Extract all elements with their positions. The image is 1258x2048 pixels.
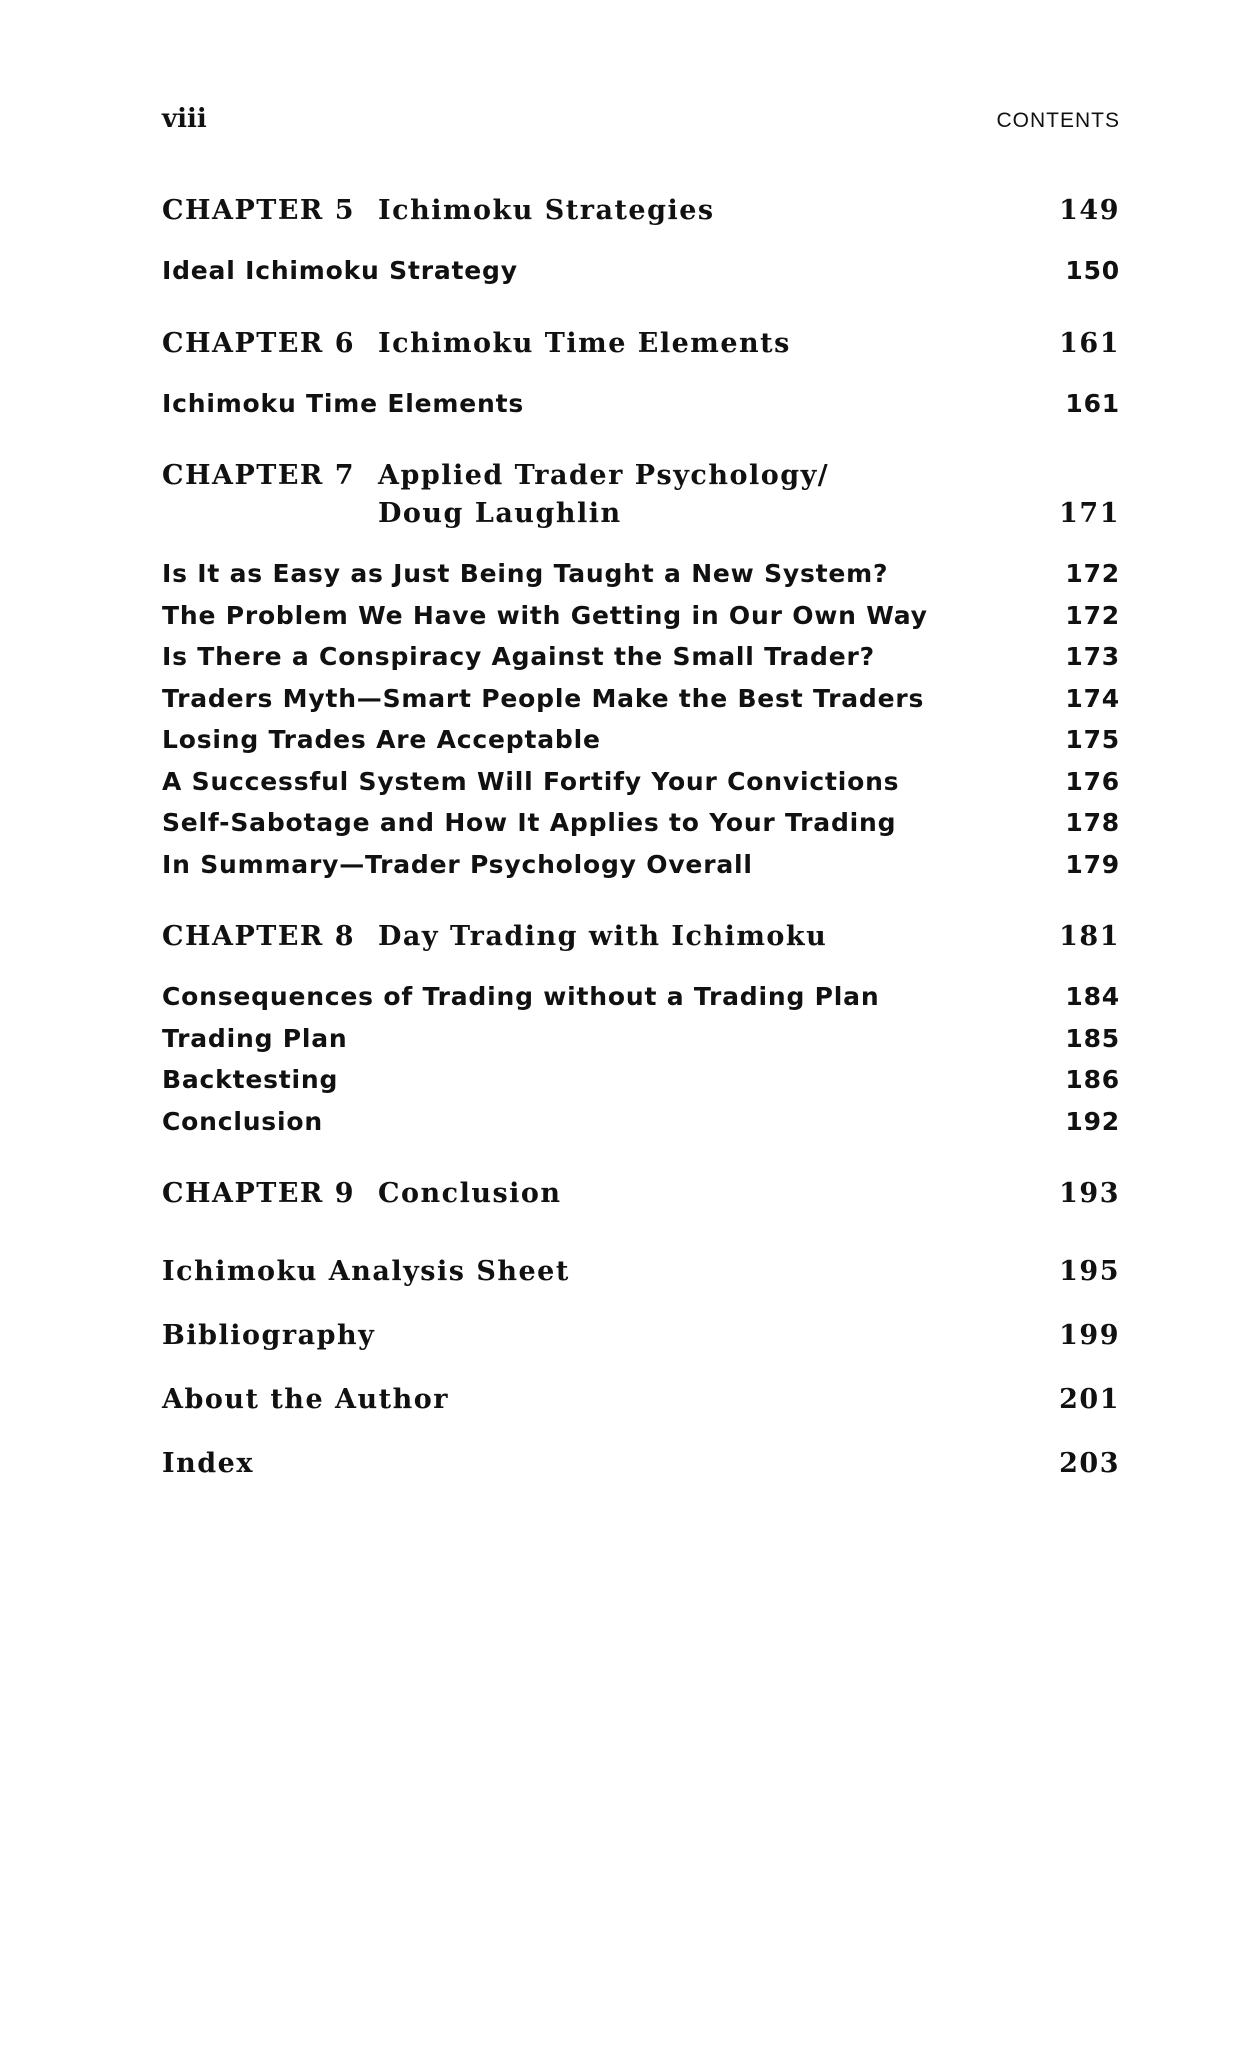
chapter-5-sections xyxy=(162,250,1120,292)
chapter-label: CHAPTER 9 xyxy=(162,1178,356,1209)
chapter-label: CHAPTER 7 xyxy=(162,460,356,491)
section-title: Conclusion xyxy=(162,1106,323,1136)
chapter-label: CHAPTER 5 xyxy=(162,195,356,226)
toc-section[interactable] xyxy=(162,636,1120,678)
back-matter-title: Ichimoku Analysis Sheet xyxy=(162,1256,570,1287)
toc-section[interactable] xyxy=(162,250,1120,292)
chapter-7-sections xyxy=(162,553,1120,885)
toc-section[interactable] xyxy=(162,976,1120,1018)
section-page-number: 173 xyxy=(1065,642,1120,671)
section-title: In Summary—Trader Psychology Overall xyxy=(162,849,753,879)
chapter-page-number: 181 xyxy=(1059,921,1120,952)
chapter-6-sections xyxy=(162,383,1120,425)
toc-section[interactable] xyxy=(162,802,1120,844)
back-matter-page-number: 203 xyxy=(1059,1448,1120,1479)
back-matter-page-number: 195 xyxy=(1059,1256,1120,1287)
section-title: Traders Myth—Smart People Make the Best Traders xyxy=(162,683,925,713)
running-head xyxy=(162,104,1120,144)
toc-section[interactable] xyxy=(162,678,1120,720)
chapter-label: CHAPTER 6 xyxy=(162,327,356,359)
chapter-7-entry[interactable] xyxy=(162,457,1120,533)
toc-section[interactable] xyxy=(162,761,1120,803)
section-title: Consequences of Trading without a Trading Plan xyxy=(162,982,880,1011)
section-page-number: 179 xyxy=(1065,849,1120,879)
chapter-title: Applied Trader Psychology/ Doug Laughlin xyxy=(378,460,830,529)
section-page-number: 174 xyxy=(1065,683,1120,713)
section-title: Ideal Ichimoku Strategy xyxy=(162,256,518,285)
chapter-title: Ichimoku Time Elements xyxy=(378,327,791,359)
back-matter-title: Index xyxy=(162,1448,254,1479)
toc-section[interactable] xyxy=(162,1059,1120,1101)
section-title: Is There a Conspiracy Against the Small Trader? xyxy=(162,642,875,671)
section-title: Ichimoku Time Elements xyxy=(162,388,525,418)
chapter-page-number: 171 xyxy=(1059,498,1120,529)
contents-page xyxy=(162,104,1120,1483)
section-page-number: 184 xyxy=(1065,982,1120,1011)
chapter-title: Conclusion xyxy=(378,1178,562,1209)
section-page-number: 150 xyxy=(1065,256,1120,285)
section-title: Trading Plan xyxy=(162,1023,348,1053)
section-title: The Problem We Have with Getting in Our Own Way xyxy=(162,600,928,630)
section-page-number: 185 xyxy=(1065,1023,1120,1053)
chapter-8-entry[interactable] xyxy=(162,918,1120,956)
toc-section[interactable] xyxy=(162,1101,1120,1143)
back-matter-analysis-sheet[interactable] xyxy=(162,1253,1120,1291)
section-page-number: 176 xyxy=(1065,766,1120,796)
section-title: A Successful System Will Fortify Your Convictions xyxy=(162,766,900,796)
running-title: CONTENTS xyxy=(996,109,1120,132)
section-page-number: 186 xyxy=(1065,1065,1120,1094)
section-page-number: 175 xyxy=(1065,725,1120,754)
chapter-label: CHAPTER 8 xyxy=(162,921,356,952)
section-title: Is It as Easy as Just Being Taught a New System? xyxy=(162,559,889,588)
chapter-title: Ichimoku Strategies xyxy=(378,195,715,226)
section-page-number: 172 xyxy=(1065,559,1120,588)
chapter-8-sections xyxy=(162,976,1120,1142)
toc-section[interactable] xyxy=(162,553,1120,595)
back-matter-title: Bibliography xyxy=(162,1320,376,1351)
toc-section[interactable] xyxy=(162,383,1120,425)
section-title: Losing Trades Are Acceptable xyxy=(162,725,601,754)
toc-section[interactable] xyxy=(162,844,1120,886)
chapter-page-number: 149 xyxy=(1059,195,1120,226)
toc-section[interactable] xyxy=(162,1018,1120,1060)
section-title: Backtesting xyxy=(162,1065,339,1094)
chapter-5-entry[interactable] xyxy=(162,192,1120,230)
back-matter-bibliography[interactable] xyxy=(162,1317,1120,1355)
section-page-number: 192 xyxy=(1065,1106,1120,1136)
toc-section[interactable] xyxy=(162,595,1120,637)
section-page-number: 178 xyxy=(1065,808,1120,837)
chapter-page-number: 193 xyxy=(1059,1178,1120,1209)
chapter-9-entry[interactable] xyxy=(162,1175,1120,1213)
back-matter-index[interactable] xyxy=(162,1445,1120,1483)
section-title: Self-Sabotage and How It Applies to Your Trading xyxy=(162,808,897,837)
section-page-number: 161 xyxy=(1065,388,1120,418)
back-matter-title: About the Author xyxy=(162,1384,449,1415)
back-matter-page-number: 201 xyxy=(1059,1384,1120,1415)
chapter-6-entry[interactable] xyxy=(162,325,1120,363)
back-matter-page-number: 199 xyxy=(1059,1320,1120,1351)
chapter-title: Day Trading with Ichimoku xyxy=(378,921,828,952)
chapter-page-number: 161 xyxy=(1059,327,1120,359)
back-matter-about-author[interactable] xyxy=(162,1381,1120,1419)
section-page-number: 172 xyxy=(1065,600,1120,630)
toc-section[interactable] xyxy=(162,719,1120,761)
page-folio: viii xyxy=(162,104,207,134)
